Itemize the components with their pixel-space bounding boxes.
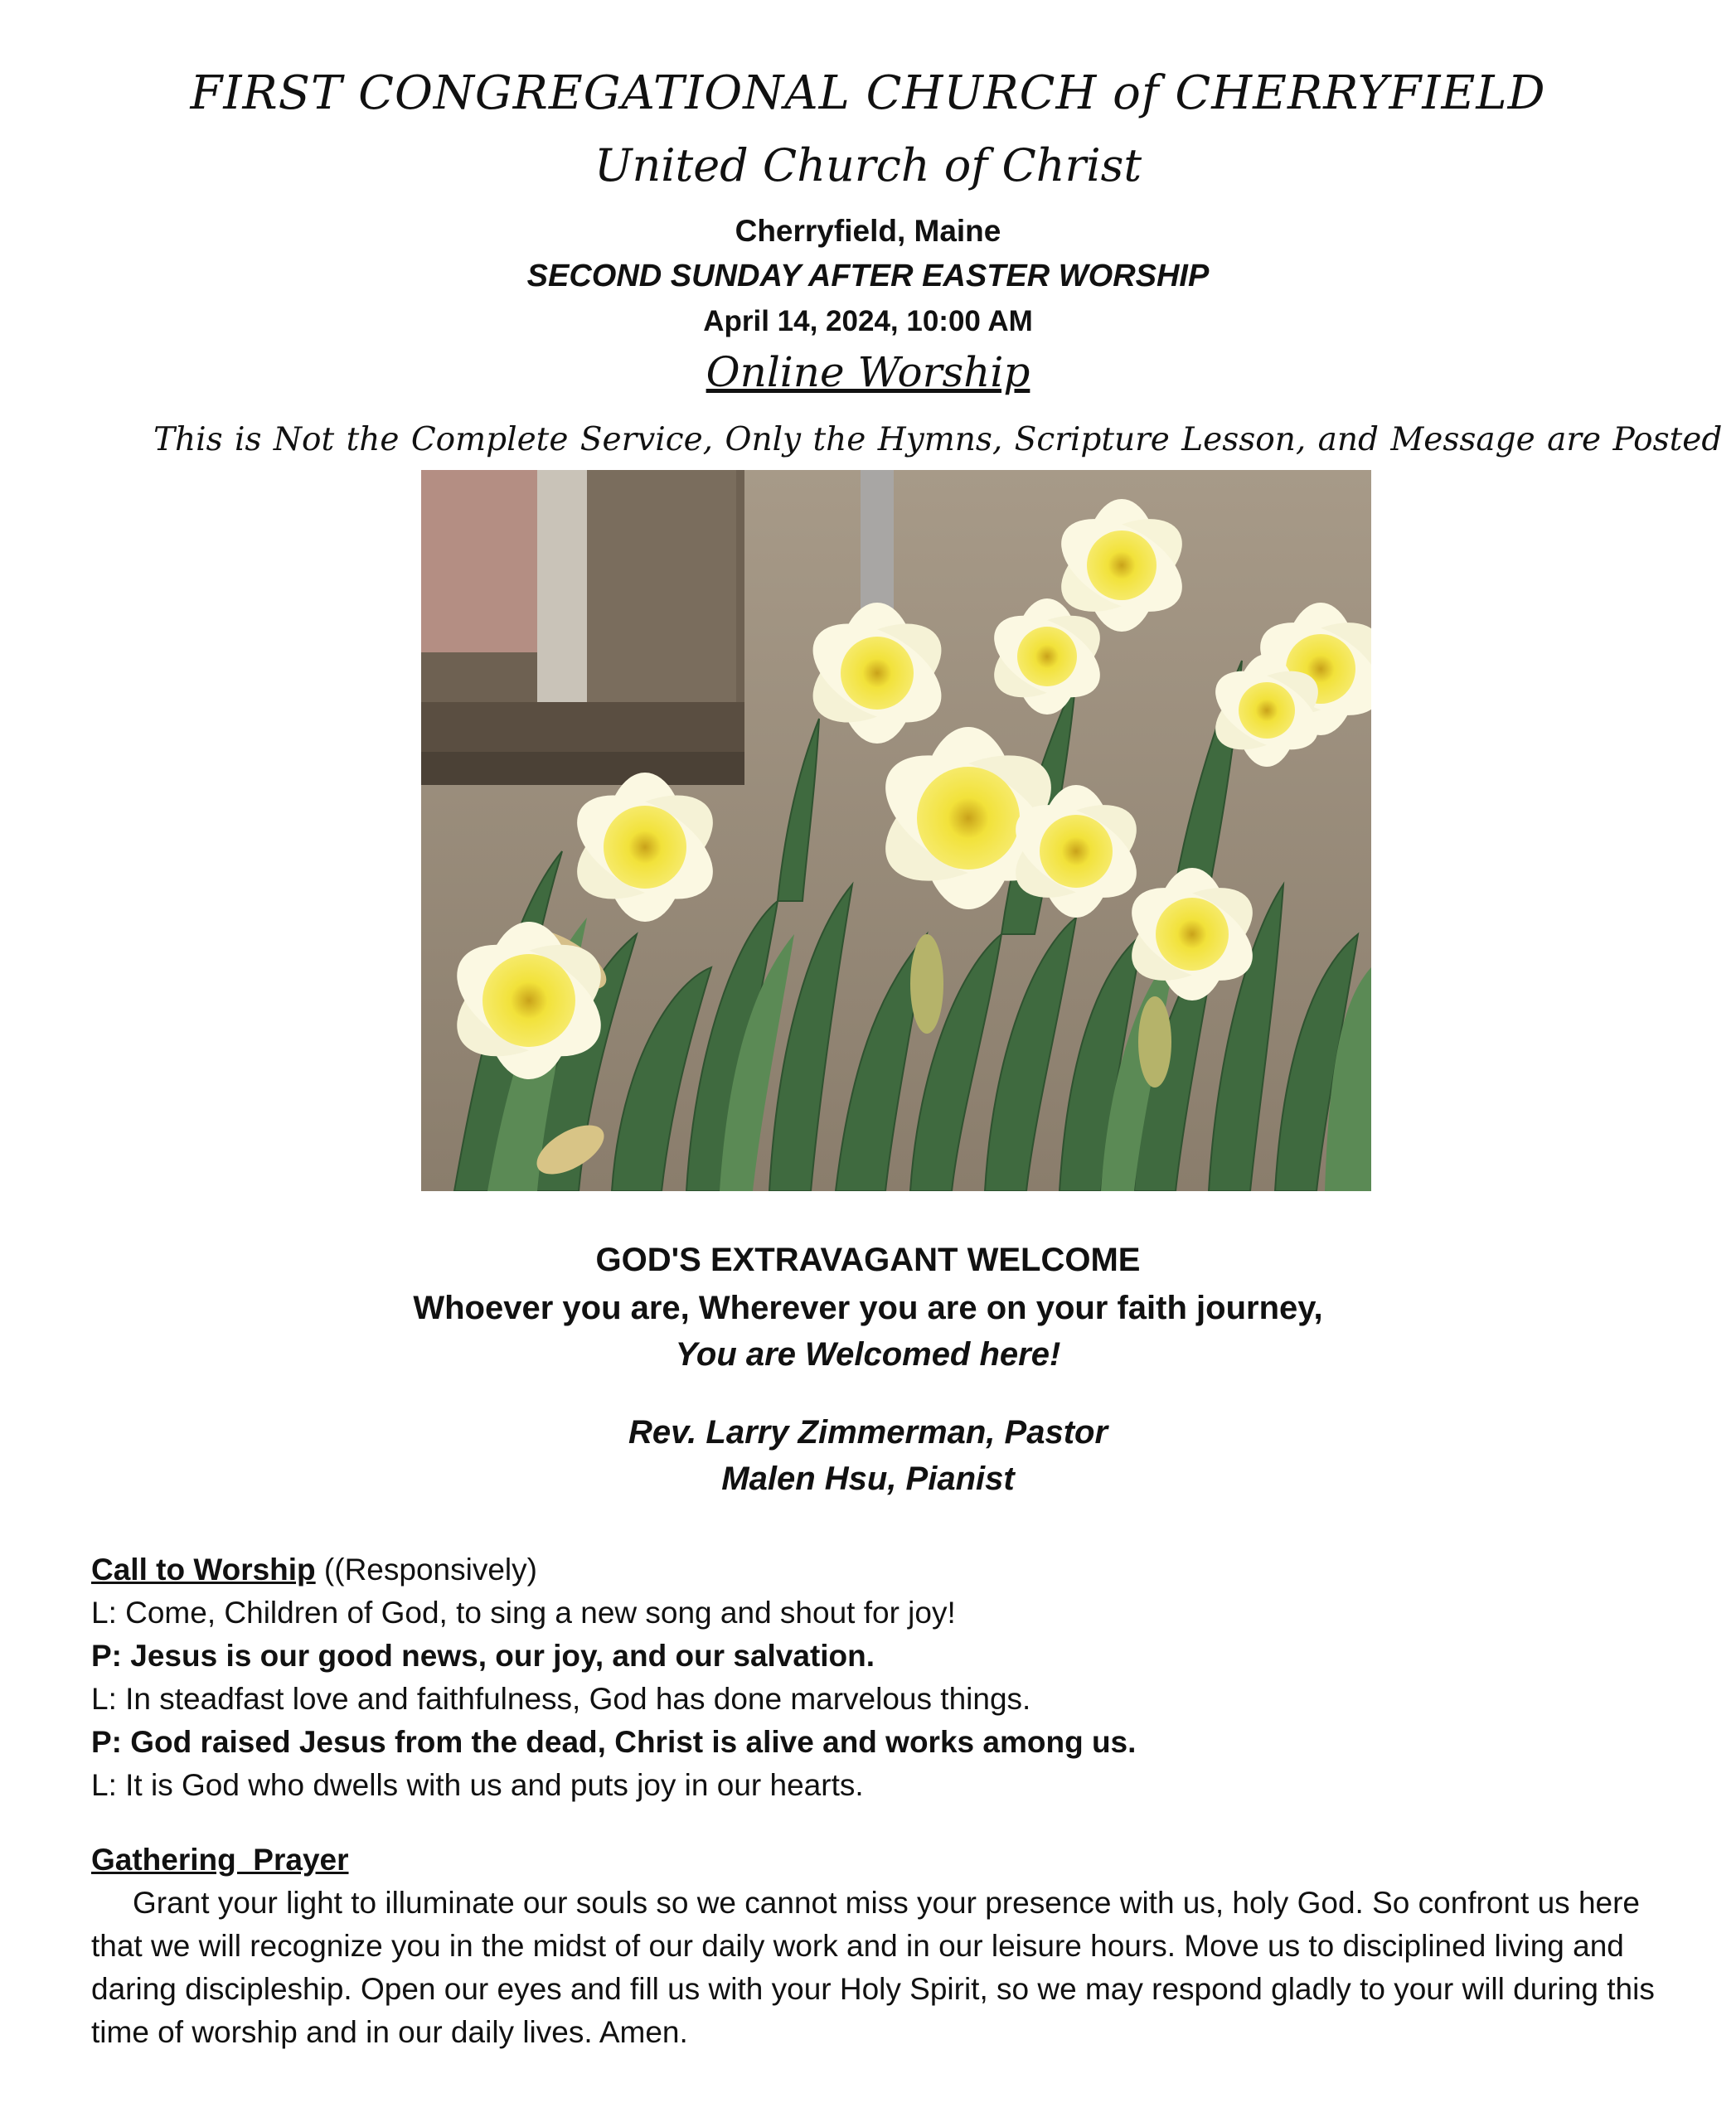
pastor-name: Rev. Larry Zimmerman, Pastor [628, 1414, 1108, 1451]
call-to-worship-heading: Call to Worship [91, 1553, 316, 1587]
call-to-worship-section [91, 1548, 1683, 1807]
call-to-worship-header [91, 1548, 1683, 1592]
denomination: United Church of Christ [594, 139, 1142, 191]
welcome-line-2: You are Welcomed here! [675, 1336, 1061, 1373]
church-name: FIRST CONGREGATIONAL CHURCH of CHERRYFIELD [190, 66, 1546, 120]
leader-line: L: Come, Children of God, to sing a new song and shout for joy! [91, 1596, 956, 1630]
service-notice: This is Not the Complete Service, Only the Hymns, Scripture Lesson, and Message are Posted [153, 421, 1723, 458]
daffodils-photo [421, 470, 1371, 1191]
people-line: P: God raised Jesus from the dead, Christ is alive and works among us. [91, 1725, 1137, 1759]
date-time: April 14, 2024, 10:00 AM [703, 305, 1033, 337]
gathering-prayer-heading: Gathering Prayer [91, 1843, 349, 1877]
pianist-name: Malen Hsu, Pianist [721, 1461, 1015, 1497]
online-worship-label: Online Worship [706, 348, 1030, 396]
leader-line: L: It is God who dwells with us and puts joy in our hearts. [91, 1768, 864, 1802]
location: Cherryfield, Maine [735, 214, 1001, 248]
leader-line: L: In steadfast love and faithfulness, God has done marvelous things. [91, 1682, 1031, 1716]
welcome-heading: GOD'S EXTRAVAGANT WELCOME [595, 1242, 1141, 1278]
gathering-prayer-text: Grant your light to illuminate our souls so we cannot miss your presence with us, holy God. So confront us here that we will recognize you in the midst of our daily work and in our leisure hours. Move us to disciplined living and daring discipleship. Open our eyes and fill us with your Holy Spirit, so we may respond gladly to your will during this time of worship and in our daily lives. Amen. [91, 1886, 1655, 2049]
call-to-worship-note: ((Responsively) [315, 1553, 537, 1587]
service-title: SECOND SUNDAY AFTER EASTER WORSHIP [526, 259, 1210, 293]
people-line: P: Jesus is our good news, our joy, and our salvation. [91, 1639, 875, 1673]
gathering-prayer-section [91, 1839, 1683, 2054]
welcome-line-1: Whoever you are, Wherever you are on your faith journey, [413, 1290, 1323, 1326]
